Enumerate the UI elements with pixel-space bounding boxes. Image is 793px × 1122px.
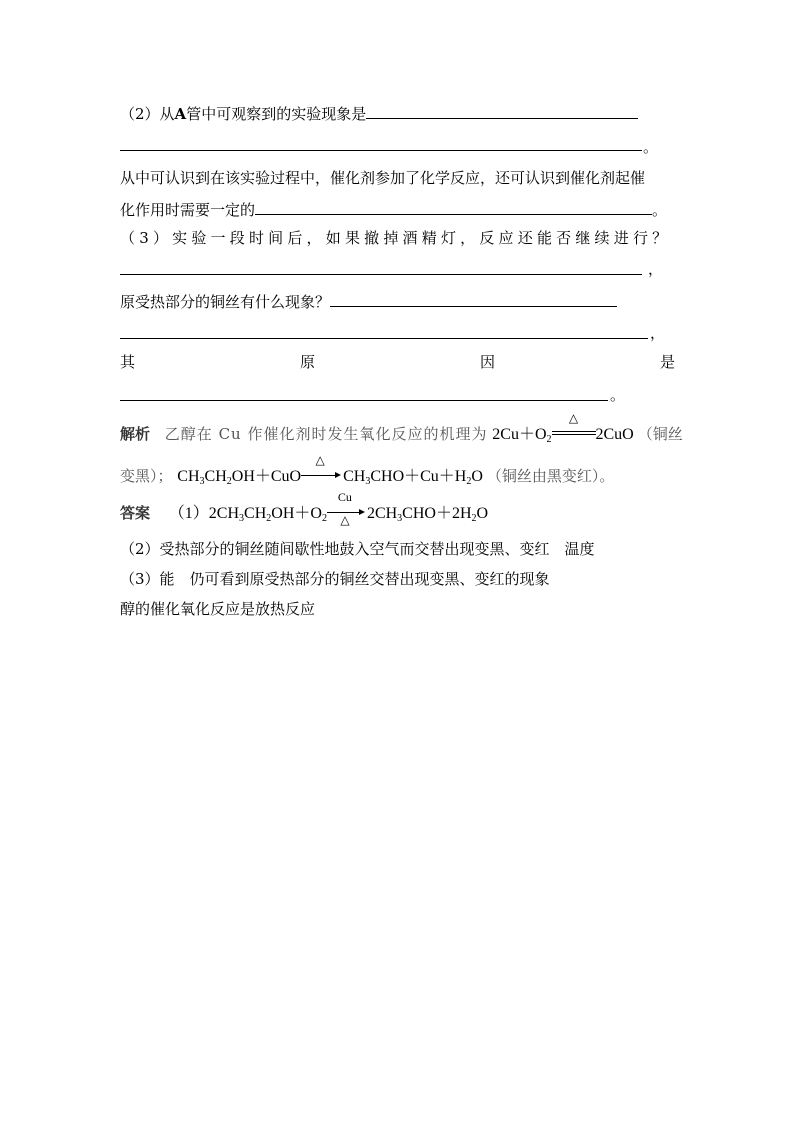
question-3-answer-blank-1 (120, 274, 642, 275)
question-3-sub-line (120, 290, 617, 312)
answer-eq-a: （1）2CH (168, 505, 240, 522)
reason-char-1: 其 (120, 353, 136, 371)
inference-line-1: 从中可认识到在该实验过程中，催化剂参加了化学反应，还可认识到催化剂起催 (120, 169, 646, 187)
answer-sub-5: 2 (471, 513, 477, 524)
inference-line-2 (120, 198, 667, 220)
analysis-line-1 (120, 411, 683, 450)
heat-symbol-icon: △ (315, 453, 325, 467)
answer-sub-2: 2 (266, 513, 272, 524)
question-2-answer-blank-2 (120, 150, 642, 151)
eq1-right: 2CuO (595, 426, 634, 443)
tube-a-letter: A (174, 105, 187, 123)
eq2-note: （铜丝由黑变红）。 (486, 467, 615, 485)
answer-eq-c: OH＋O (271, 505, 322, 522)
question-2-answer-blank (366, 102, 638, 119)
answer-part-2: （2）受热部分的铜丝随间歇性地鼓入空气而交替出现变黑、变红 温度 (120, 540, 595, 558)
eq2-text-c: OH＋CuO (231, 468, 302, 485)
analysis-intro: 乙醇在 Cu 作催化剂时发生氧化反应的机理为 (164, 425, 488, 443)
heat-symbol-icon: △ (340, 513, 350, 527)
question-3-answer-blank-2 (120, 338, 648, 339)
answer-equation (168, 490, 489, 527)
eq2-sub-4: 2 (466, 476, 472, 487)
reason-char-3: 因 (479, 353, 495, 371)
answer-eq-f: O (476, 505, 489, 522)
inference-line-2-text: 化作用时需要一定的 (120, 201, 256, 219)
reason-end-punct: 。 (610, 386, 626, 404)
reaction-arrow-icon (301, 475, 339, 476)
question-2-line (120, 102, 638, 124)
question-3-comma-1: ， (648, 260, 664, 278)
reason-line (120, 352, 675, 372)
heat-symbol-icon: △ (568, 411, 579, 425)
eq1-left: 2Cu＋O (492, 426, 547, 443)
ethanol-oxidation-equation (177, 453, 487, 487)
answer-line-1 (120, 490, 489, 529)
answer-sub-3: 2 (321, 513, 327, 524)
analysis-line-2-start: 变黑）； (120, 467, 173, 485)
analysis-line-2 (120, 453, 615, 492)
eq2-sub-1: 3 (199, 476, 205, 487)
eq2-text-a: CH (177, 468, 200, 485)
answer-eq-d: 2CH (366, 505, 398, 522)
answer-part-3-continued: 醇的催化氧化反应是放热反应 (120, 600, 316, 618)
question-2-text: 管中可观察到的实验现象是 (186, 105, 367, 123)
copper-oxidation-equation (492, 411, 637, 445)
equals-sign (552, 431, 596, 435)
inference-end-punct: 。 (652, 201, 668, 219)
eq2-text-d: CH (343, 468, 366, 485)
answer-eq-e: CHO＋2H (402, 505, 472, 522)
eq2-text-f: O (471, 468, 483, 485)
eq1-subscript: 2 (546, 434, 552, 445)
reason-answer-blank (120, 400, 608, 401)
copper-phenomenon-blank (330, 290, 617, 307)
eq1-note: （铜丝 (637, 425, 683, 443)
eq2-sub-2: 2 (226, 476, 232, 487)
catalyst-label: Cu (337, 490, 352, 504)
question-3-sub-text: 原受热部分的铜丝有什么现象？ (120, 293, 331, 311)
answer-part-3: （3）能 仍可看到原受热部分的铜丝交替出现变黑、变红的现象 (120, 570, 550, 588)
question-3-comma-2: ， (650, 324, 666, 342)
question-3-text: （3）实验一段时间后，如果撤掉酒精灯，反应还能否继续进行？ (120, 229, 672, 247)
answer-label: 答案 (120, 504, 151, 522)
reason-char-2: 原 (299, 353, 315, 371)
eq2-condition (301, 453, 339, 487)
eq2-text-e: CHO＋Cu＋H (370, 468, 467, 485)
eq2-text-b: CH (204, 468, 227, 485)
catalyst-condition-blank (255, 198, 652, 215)
eq1-condition (552, 411, 596, 445)
analysis-label: 解析 (120, 425, 151, 443)
answer-condition (327, 490, 363, 527)
reason-char-4: 是 (659, 353, 675, 371)
answer-sub-4: 3 (397, 513, 403, 524)
eq2-sub-3: 3 (365, 476, 371, 487)
answer-eq-b: CH (244, 505, 267, 522)
question-2-prefix: （2）从 (120, 105, 175, 123)
answer-sub-1: 3 (239, 513, 245, 524)
question-2-end-punct: 。 (643, 138, 659, 156)
